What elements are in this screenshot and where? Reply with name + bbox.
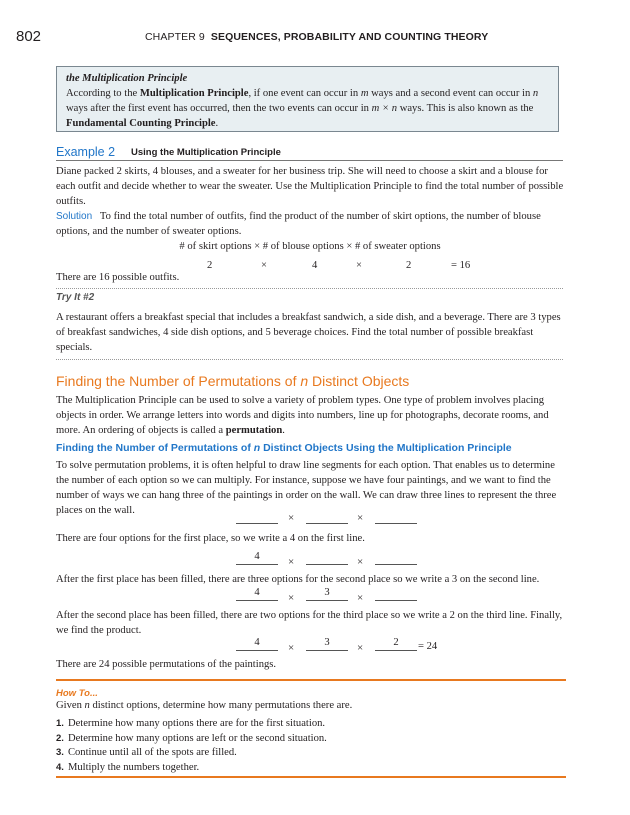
blank-line	[306, 550, 348, 565]
blank-filled: 4	[236, 550, 278, 565]
times-sign: ×	[288, 592, 295, 604]
solution-text: To find the total number of outfits, find the product of the number of skirt options, the number of blouse options, and the number of sweater options.	[56, 211, 541, 237]
blank-filled: 2	[375, 636, 417, 651]
intro-term: permutation	[225, 425, 283, 436]
page-number: 802	[16, 28, 42, 45]
step-text: Continue until all of the spots are filled.	[67, 747, 237, 758]
variable-m: m	[360, 88, 369, 99]
heading-part: Distinct Objects	[308, 373, 410, 389]
how-to-intro-part: distinct options, determine how many permutations there are.	[89, 700, 353, 711]
blank-line	[375, 509, 417, 524]
intro-text: .	[282, 425, 285, 436]
calc-result: = 16	[451, 260, 471, 271]
how-to-bottom-rule	[56, 776, 566, 778]
try-it-label: Try It #2	[56, 292, 95, 303]
how-to-step	[56, 761, 327, 776]
blank-line	[306, 509, 348, 524]
subheading-variable: n	[253, 442, 261, 454]
how-to-step	[56, 732, 327, 747]
how-to-step	[56, 746, 327, 761]
step-text: Determine how many options are left or the second situation.	[67, 732, 327, 744]
heading-part: Finding the Number of Permutations of	[56, 373, 301, 389]
example-label: Example 2	[56, 145, 116, 159]
step-number: 3.	[56, 747, 64, 758]
calc-operator: ×	[356, 260, 362, 271]
definition-text-part: ways after the first event has occurred, then the two events can occur in	[66, 103, 372, 114]
blank-filled: 4	[236, 636, 278, 651]
how-to-label: How To...	[56, 688, 98, 699]
calc-operator: ×	[261, 260, 267, 271]
times-sign: ×	[357, 556, 364, 568]
how-to-step	[56, 717, 327, 732]
example-problem: Diane packed 2 skirts, 4 blouses, and a sweater for her business trip. She will need to choose a skirt and a blouse for each outfit and decide whether to wear the sweater. Use the Multiplication Principle to find the total number of possible outfits.	[56, 166, 564, 207]
example-conclusion: There are 16 possible outfits.	[56, 272, 180, 283]
step-number: 1.	[56, 718, 64, 729]
definition-text-part: ways and a second event can occur in	[368, 88, 533, 99]
times-sign: ×	[288, 642, 295, 654]
permutation-para-3: After the first place has been filled, there are three options for the second place so we write a 3 on the second line.	[56, 574, 540, 585]
intro-text: The Multiplication Principle can be used to solve a variety of problem types. One type of problem involves placing objects in order. We arrange letters into words and digits into numbers, line up for photographs, decorate rooms, and more. An ordering of objects is called a	[56, 395, 549, 436]
product-result: = 24	[418, 641, 438, 652]
step-number: 2.	[56, 732, 64, 744]
step-text: Multiply the numbers together.	[67, 761, 200, 773]
subheading-part: Finding the Number of Permutations of	[56, 442, 254, 454]
blank-line	[375, 586, 417, 601]
permutation-para-4: After the second place has been filled, there are two options for the third place so we write a 2 on the third line. Finally, we find the product.	[56, 610, 563, 636]
blank-line	[375, 550, 417, 565]
permutation-para-5: There are 24 possible permutations of the paintings.	[56, 659, 277, 670]
how-to-top-rule	[56, 679, 566, 681]
how-to-intro	[56, 698, 352, 713]
times-sign: ×	[288, 556, 295, 568]
solution-label: Solution	[56, 211, 93, 222]
times-sign: ×	[357, 512, 364, 524]
definition-term: Fundamental Counting Principle	[66, 118, 216, 129]
variable-n: n	[532, 88, 539, 99]
chapter-label: CHAPTER 9	[145, 31, 205, 43]
times-sign: ×	[357, 592, 364, 604]
definition-text	[66, 86, 549, 131]
section-intro	[56, 393, 564, 438]
how-to-intro-part: Given	[56, 700, 85, 711]
how-to-steps	[56, 717, 327, 775]
subsection-heading	[56, 442, 512, 454]
definition-box	[56, 66, 559, 132]
example-divider	[56, 160, 563, 161]
definition-text-part: According to the	[66, 88, 140, 99]
variable-product: m × n	[371, 103, 398, 114]
running-header	[145, 31, 488, 43]
calc-value: 4	[312, 260, 318, 271]
definition-term: Multiplication Principle	[139, 88, 249, 99]
definition-text-part: .	[215, 118, 219, 129]
definition-text-part: ways. This is also known as the	[397, 103, 534, 114]
example-title: Using the Multiplication Principle	[131, 147, 281, 158]
times-sign: ×	[357, 642, 364, 654]
section-heading	[56, 373, 409, 389]
blank-filled: 4	[236, 586, 278, 601]
try-it-divider	[56, 359, 563, 360]
how-to-variable: n	[84, 700, 90, 711]
subheading-part: Distinct Objects Using the Multiplication Principle	[260, 442, 512, 454]
step-number: 4.	[56, 761, 64, 773]
blank-line	[236, 509, 278, 524]
example-solution	[56, 209, 564, 239]
blank-filled: 3	[306, 636, 348, 651]
times-sign: ×	[288, 512, 295, 524]
try-it-text: A restaurant offers a breakfast special that includes a breakfast sandwich, a side dish, and a beverage. There are 3 types of breakfast sandwiches, 4 side dish options, and 5 beverage choices. Find the total number of possible breakfast specials.	[56, 312, 561, 353]
example-end-divider	[56, 288, 563, 289]
chapter-title: SEQUENCES, PROBABILITY AND COUNTING THEORY	[210, 31, 489, 43]
blank-filled: 3	[306, 586, 348, 601]
formula: # of skirt options × # of blouse options × # of sweater options	[179, 241, 441, 252]
permutation-para-1: To solve permutation problems, it is often helpful to draw line segments for each option. That enables us to determine the number of each option so we can multiply. For instance, suppose we have four paintings, and we want to find the number of ways we can hang three of the paintings in order on the wall. We can draw three lines to represent the three places on the wall.	[56, 460, 557, 516]
heading-variable: n	[300, 373, 309, 389]
definition-title: the Multiplication Principle	[66, 73, 188, 84]
calc-value: 2	[406, 260, 412, 271]
definition-text-part: , if one event can occur in	[248, 88, 361, 99]
permutation-para-2: There are four options for the first place, so we write a 4 on the first line.	[56, 533, 365, 544]
step-text: Determine how many options there are for the first situation.	[67, 718, 326, 729]
calc-value: 2	[207, 260, 213, 271]
